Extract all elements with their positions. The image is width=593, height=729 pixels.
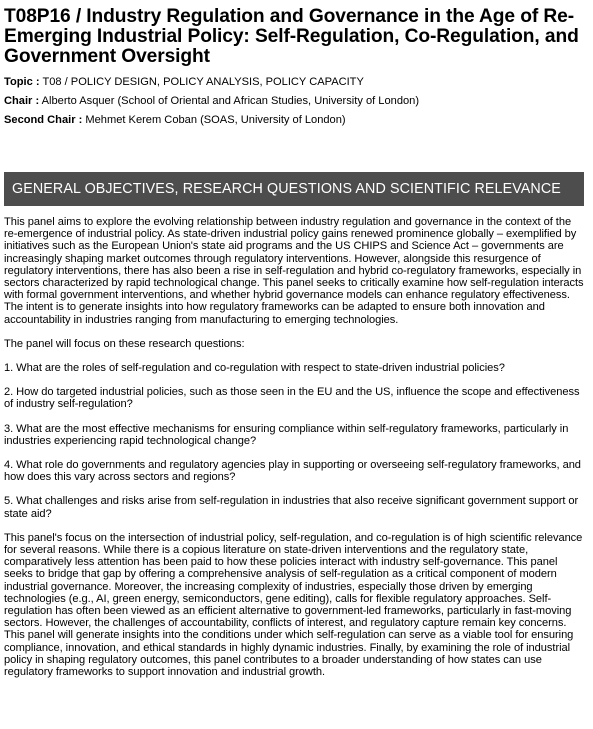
chair-label: Chair :: [4, 95, 40, 107]
second-chair-value: Mehmet Kerem Coban (SOAS, University of London): [85, 114, 346, 126]
panel-body: [4, 216, 587, 678]
research-question: 2. How do targeted industrial policies, such as those seen in the EU and the US, influence the scope and effectiveness of industry self-regulation?: [4, 386, 580, 411]
topic-label: Topic :: [4, 76, 40, 88]
second-chair-label: Second Chair :: [4, 114, 83, 126]
research-question: 1. What are the roles of self-regulation and co-regulation with respect to state-driven industrial policies?: [4, 362, 505, 375]
panel-title: T08P16 / Industry Regulation and Governance in the Age of Re-Emerging Industrial Policy: Self-Regulation, Co-Regulation, and Government Oversight: [4, 6, 579, 67]
section-heading: GENERAL OBJECTIVES, RESEARCH QUESTIONS AND SCIENTIFIC RELEVANCE: [12, 181, 561, 197]
intro-paragraph: This panel aims to explore the evolving relationship between industry regulation and governance in the context of the re-emergence of industrial policy. As state-driven industrial policy gains renewed prominence globally – exemplified by initiatives such as the European Union's state aid programs and the US CHIPS and Science Act – governments are increasingly shaping market outcomes through regulatory interventions. However, alongside this resurgence of regulatory interventions, there has also been a rise in self-regulation and hybrid co-regulatory frameworks, especially in sectors characterized by rapid technological change. This panel seeks to critically examine how self-regulation interacts with formal government interventions, and whether hybrid governance models can enhance regulatory effectiveness. The intent is to generate insights into how regulatory frameworks can be adapted to ensure both innovation and accountability in industries ranging from manufacturing to emerging technologies.: [4, 216, 584, 326]
section-heading-banner: [4, 172, 584, 206]
topic-line: [4, 73, 587, 92]
chair-line: [4, 92, 587, 111]
second-chair-line: [4, 111, 587, 130]
questions-intro: The panel will focus on these research questions:: [4, 337, 245, 350]
research-question: 5. What challenges and risks arise from self-regulation in industries that also receive significant government support or state aid?: [4, 495, 579, 520]
chair-value: Alberto Asquer (School of Oriental and African Studies, University of London): [41, 95, 420, 107]
topic-value: T08 / POLICY DESIGN, POLICY ANALYSIS, POLICY CAPACITY: [42, 76, 364, 88]
research-question: 3. What are the most effective mechanisms for ensuring compliance within self-regulatory frameworks, particularly in industries experiencing rapid technological change?: [4, 422, 569, 447]
relevance-paragraph: This panel's focus on the intersection of industrial policy, self-regulation, and co-regulation is of high scientific relevance for several reasons. While there is a copious literature on state-driven interventions and the regulatory state, comparatively less attention has been paid to how these policies interact with industry self-governance. This panel seeks to bridge that gap by offering a comprehensive analysis of self-regulation as a critical component of modern industrial governance. Moreover, the increasing complexity of industries, especially those driven by emerging technologies (e.g., AI, green energy, semiconductors, gene editing), calls for flexible regulatory approaches. Self-regulation has often been viewed as an efficient alternative to government-led frameworks, particularly in fast-moving sectors. However, the challenges of accountability, conflicts of interest, and regulatory capture remain key concerns. This panel will generate insights into the conditions under which self-regulation can serve as a viable tool for ensuring compliance, innovation, and ethical standards in highly dynamic industries. Finally, by examining the role of industrial policy in shaping regulatory outcomes, this panel contributes to a broader understanding of how states can use regulatory frameworks to support innovation and industrial growth.: [4, 531, 583, 679]
research-question: 4. What role do governments and regulatory agencies play in supporting or overseeing self-regulatory frameworks, and how does this vary across sectors and regions?: [4, 459, 581, 484]
